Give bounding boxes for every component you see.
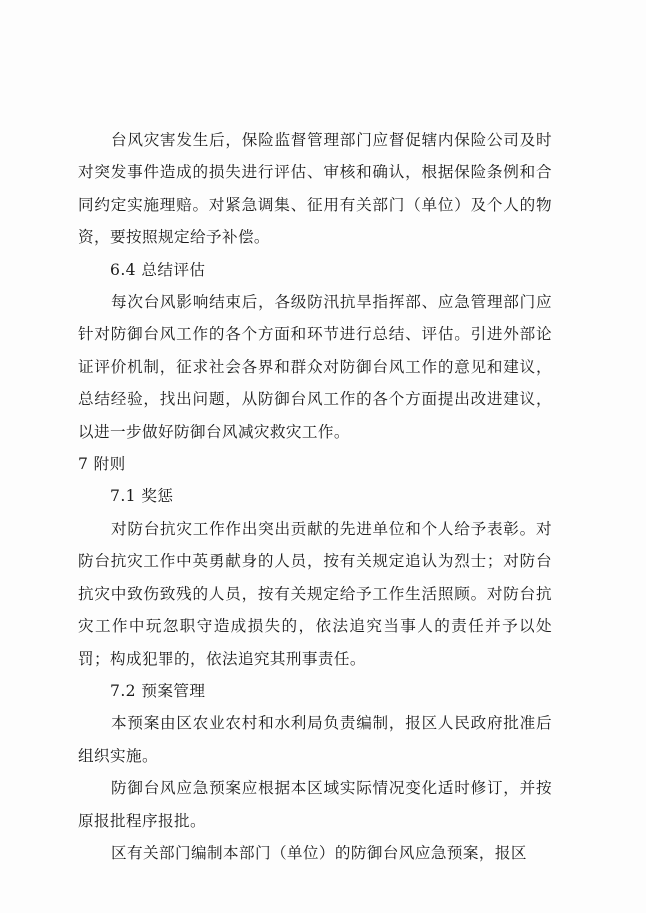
heading-7-2-plan-management: 7.2 预案管理: [110, 681, 206, 700]
paragraph-plan-compilation: 本预案由区农业农村和水利局负责编制，报区人民政府批准后组织实施。: [78, 714, 552, 765]
paragraph-rewards-penalties: 对防台抗灾工作作出突出贡献的先进单位和个人给予表彰。对防台抗灾工作中英勇献身的人员，按有关规定追认为烈士；对防台抗灾中致伤致残的人员，按有关规定给予工作生活照顾。对防台抗灾工作中玩忽职守造成损失的，依法追究当事人的责任并予以处罚；构成犯罪的，依法追究其刑事责任。: [78, 519, 552, 668]
document-body: [78, 124, 552, 869]
paragraph-department-plans: 区有关部门编制本部门（单位）的防御台风应急预案，报区: [111, 843, 527, 862]
paragraph-plan-revision: 防御台风应急预案应根据本区域实际情况变化适时修订，并按原报批程序报批。: [78, 779, 552, 830]
heading-6-4-summary-evaluation: 6.4 总结评估: [110, 260, 206, 279]
paragraph-insurance-claims: 台风灾害发生后，保险监督管理部门应督促辖内保险公司及时对突发事件造成的损失进行评估、审核和确认，根据保险条例和合同约定实施理赔。对紧急调集、征用有关部门（单位）及个人的物资，要按照规定给予补偿。: [78, 131, 552, 247]
paragraph-summary-evaluation: 每次台风影响结束后，各级防汛抗旱指挥部、应急管理部门应针对防御台风工作的各个方面和环节进行总结、评估。引进外部论证评价机制，征求社会各界和群众对防御台风工作的意见和建议，总结经验，找出问题，从防御台风工作的各个方面提出改进建议，以进一步做好防御台风减灾救灾工作。: [78, 293, 552, 441]
heading-7-1-rewards-penalties: 7.1 奖惩: [110, 487, 174, 506]
heading-7-supplementary-provisions: 7 附则: [78, 455, 126, 474]
